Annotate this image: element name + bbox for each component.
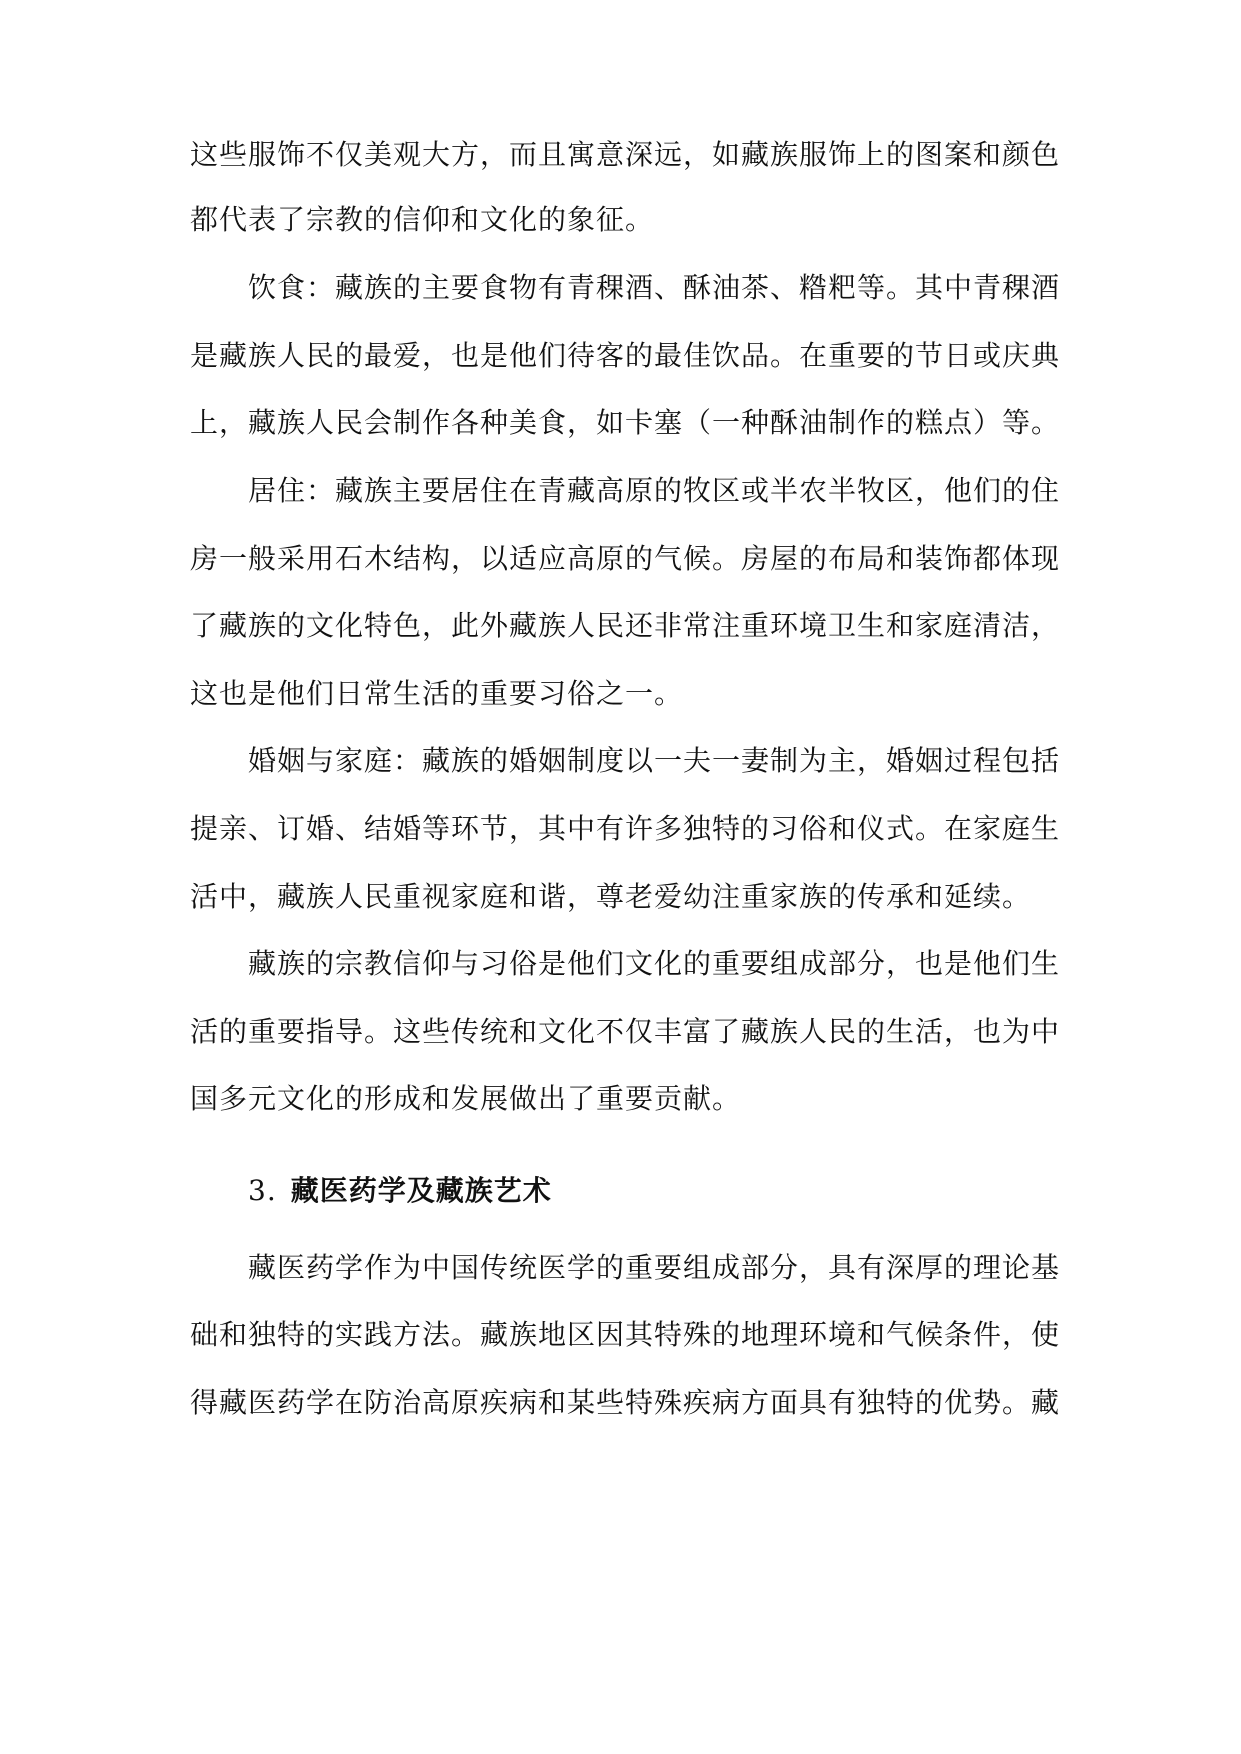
paragraph-line: 这也是他们日常生活的重要习俗之一。 (190, 677, 684, 710)
paragraph-line: 婚姻与家庭：藏族的婚姻制度以一夫一妻制为主，婚姻过程包括 (248, 744, 1060, 777)
paragraph-line: 居住：藏族主要居住在青藏高原的牧区或半农半牧区，他们的住 (248, 474, 1060, 507)
paragraph-line: 了藏族的文化特色，此外藏族人民还非常注重环境卫生和家庭清洁， (190, 609, 1060, 642)
paragraph-line: 活的重要指导。这些传统和文化不仅丰富了藏族人民的生活，也为中 (190, 1015, 1060, 1048)
paragraph-line: 房一般采用石木结构，以适应高原的气候。房屋的布局和装饰都体现 (190, 542, 1060, 575)
paragraph-line: 藏族的宗教信仰与习俗是他们文化的重要组成部分，也是他们生 (248, 947, 1060, 980)
paragraph-line: 都代表了宗教的信仰和文化的象征。 (190, 203, 655, 236)
paragraph-line: 国多元文化的形成和发展做出了重要贡献。 (190, 1082, 742, 1115)
section-number: 3. (248, 1174, 277, 1207)
section-title: 藏医药学及藏族艺术 (290, 1174, 552, 1207)
paragraph-line: 得藏医药学在防治高原疾病和某些特殊疾病方面具有独特的优势。藏 (190, 1386, 1060, 1419)
paragraph-line: 提亲、订婚、结婚等环节，其中有许多独特的习俗和仪式。在家庭生 (190, 812, 1060, 845)
paragraph-line: 是藏族人民的最爱，也是他们待客的最佳饮品。在重要的节日或庆典 (190, 339, 1060, 372)
paragraph-line: 上，藏族人民会制作各种美食，如卡塞（一种酥油制作的糕点）等。 (190, 406, 1060, 439)
paragraph-line: 础和独特的实践方法。藏族地区因其特殊的地理环境和气候条件，使 (190, 1318, 1060, 1351)
paragraph-line: 饮食：藏族的主要食物有青稞酒、酥油茶、糌粑等。其中青稞酒 (248, 271, 1060, 304)
section-heading (248, 1171, 1060, 1211)
paragraph-line: 活中，藏族人民重视家庭和谐，尊老爱幼注重家族的传承和延续。 (190, 880, 1032, 913)
paragraph-line: 藏医药学作为中国传统医学的重要组成部分，具有深厚的理论基 (248, 1251, 1060, 1284)
paragraph-line: 这些服饰不仅美观大方，而且寓意深远，如藏族服饰上的图案和颜色 (190, 138, 1060, 171)
